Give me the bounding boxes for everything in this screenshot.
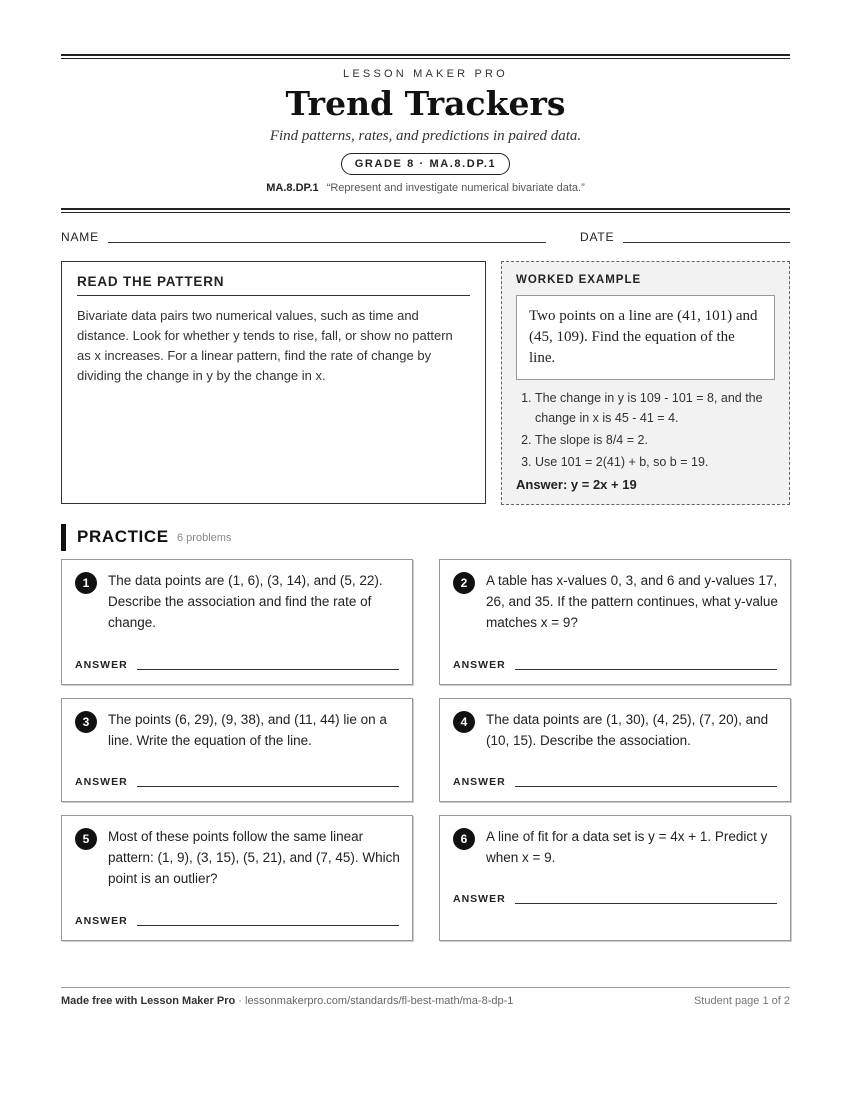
answer-line[interactable] bbox=[137, 786, 399, 787]
standard-code: MA.8.DP.1 bbox=[266, 182, 319, 194]
problem-number: 2 bbox=[453, 572, 475, 594]
problem-text: The data points are (1, 30), (4, 25), (7, 20), and (10, 15). Describe the association. bbox=[486, 712, 769, 748]
answer-line[interactable] bbox=[137, 925, 399, 926]
read-pattern-text: Bivariate data pairs two numerical values, such as time and distance. Look for whether y tends to rise, fall, or show no pattern as x increases. For a linear pattern, find the rate of change by dividing the change in y by the change in x. bbox=[77, 308, 453, 383]
footer-rule bbox=[61, 987, 790, 988]
page-subtitle: Find patterns, rates, and predictions in paired data. bbox=[269, 128, 582, 144]
answer-label: ANSWER bbox=[453, 893, 506, 905]
worked-example-box bbox=[501, 261, 790, 505]
worksheet-page bbox=[61, 0, 790, 1100]
name-label: NAME bbox=[61, 230, 99, 244]
name-line[interactable] bbox=[108, 242, 546, 243]
practice-title: PRACTICE bbox=[77, 527, 169, 546]
problem-card-4 bbox=[439, 698, 791, 802]
answer-line[interactable] bbox=[137, 669, 399, 670]
problem-number: 1 bbox=[75, 572, 97, 594]
answer-line[interactable] bbox=[515, 669, 777, 670]
read-pattern-heading: READ THE PATTERN bbox=[77, 274, 470, 296]
answer-field[interactable] bbox=[75, 776, 399, 790]
brand-label: LESSON MAKER PRO bbox=[343, 68, 508, 80]
answer-label: ANSWER bbox=[75, 659, 128, 671]
answer-field[interactable] bbox=[75, 915, 399, 929]
problem-number: 6 bbox=[453, 828, 475, 850]
problem-text: The points (6, 29), (9, 38), and (11, 44) lie on a line. Write the equation of the line. bbox=[108, 712, 387, 748]
grade-badge-wrap bbox=[61, 153, 790, 175]
footer-url[interactable]: · lessonmakerpro.com/standards/fl-best-math/ma-8-dp-1 bbox=[235, 995, 514, 1007]
problem-card-1 bbox=[61, 559, 413, 685]
page-title: Trend Trackers bbox=[285, 84, 566, 123]
grade-badge: GRADE 8 · MA.8.DP.1 bbox=[341, 153, 510, 175]
practice-accent-bar bbox=[61, 524, 66, 551]
answer-label: ANSWER bbox=[453, 776, 506, 788]
name-field[interactable] bbox=[61, 230, 546, 246]
worked-example-question: Two points on a line are (41, 101) and (45, 109). Find the equation of the line. bbox=[516, 295, 775, 380]
footer-made-with: Made free with Lesson Maker Pro bbox=[61, 995, 236, 1007]
date-label: DATE bbox=[580, 230, 615, 244]
footer-page-number: Student page 1 of 2 bbox=[693, 995, 790, 1007]
worked-example-steps bbox=[516, 388, 775, 472]
worked-step: 3. Use 101 = 2(41) + b, so b = 19. bbox=[535, 452, 775, 472]
problem-text: A line of fit for a data set is y = 4x + 1. Predict y when x = 9. bbox=[486, 829, 768, 865]
standard-text: “Represent and investigate numerical bivariate data.” bbox=[326, 182, 585, 194]
practice-count: 6 problems bbox=[177, 532, 232, 544]
answer-line[interactable] bbox=[515, 786, 777, 787]
problem-text: A table has x-values 0, 3, and 6 and y-values 17, 26, and 35. If the pattern continues, what y-value matches x = 9? bbox=[486, 573, 778, 630]
read-the-pattern-box bbox=[61, 261, 486, 504]
problem-card-2 bbox=[439, 559, 791, 685]
problem-text: The data points are (1, 6), (3, 14), and (5, 22). Describe the association and find the rate of change. bbox=[108, 573, 383, 630]
answer-label: ANSWER bbox=[75, 915, 128, 927]
standard-line bbox=[61, 182, 790, 194]
worked-step: 2. The slope is 8/4 = 2. bbox=[535, 430, 775, 450]
answer-label: ANSWER bbox=[453, 659, 506, 671]
problem-number: 4 bbox=[453, 711, 475, 733]
worked-example-answer: Answer: y = 2x + 19 bbox=[516, 477, 637, 492]
problem-card-5 bbox=[61, 815, 413, 941]
header-bottom-rule bbox=[61, 208, 790, 213]
date-field[interactable] bbox=[580, 230, 790, 246]
header-top-rule bbox=[61, 54, 790, 59]
footer-credit bbox=[61, 995, 513, 1007]
problem-card-6 bbox=[439, 815, 791, 941]
answer-field[interactable] bbox=[75, 659, 399, 673]
answer-line[interactable] bbox=[515, 903, 777, 904]
answer-field[interactable] bbox=[453, 776, 777, 790]
problem-card-3 bbox=[61, 698, 413, 802]
answer-field[interactable] bbox=[453, 659, 777, 673]
answer-field[interactable] bbox=[453, 893, 777, 907]
problem-text: Most of these points follow the same linear pattern: (1, 9), (3, 15), (5, 21), and (7, 45). Which point is an outlier? bbox=[108, 829, 400, 886]
problem-number: 3 bbox=[75, 711, 97, 733]
worked-step: 1. The change in y is 109 - 101 = 8, and the change in x is 45 - 41 = 4. bbox=[535, 388, 775, 428]
date-line[interactable] bbox=[623, 242, 790, 243]
worked-example-heading: WORKED EXAMPLE bbox=[516, 274, 642, 286]
answer-label: ANSWER bbox=[75, 776, 128, 788]
problem-number: 5 bbox=[75, 828, 97, 850]
